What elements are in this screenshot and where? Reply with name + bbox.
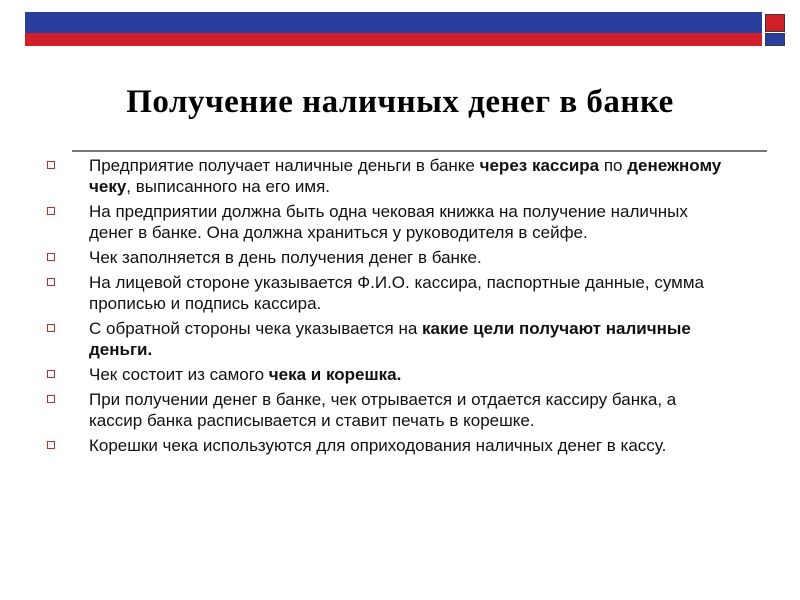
- title-divider: [72, 150, 767, 152]
- hollow-square-icon: [47, 278, 55, 286]
- bullet-list: [44, 155, 734, 460]
- bullet-item: С обратной стороны чека указывается на какие цели получают наличные деньги.: [44, 318, 734, 360]
- slide-title: Получение наличных денег в банке: [126, 84, 674, 120]
- hollow-square-icon: [47, 395, 55, 403]
- bullet-item: На лицевой стороне указывается Ф.И.О. кассира, паспортные данные, сумма прописью и подпись кассира.: [44, 272, 734, 314]
- bullet-item: Предприятие получает наличные деньги в банке через кассира по денежному чеку, выписанного на его имя.: [44, 155, 734, 197]
- header-square-blue: [765, 33, 785, 46]
- bullet-item: Чек заполняется в день получения денег в банке.: [44, 247, 734, 268]
- hollow-square-icon: [47, 324, 55, 332]
- bullet-item: Корешки чека используются для оприходования наличных денег в кассу.: [44, 435, 734, 456]
- bullet-item: Чек состоит из самого чека и корешка.: [44, 364, 734, 385]
- header-bar-red: [25, 33, 762, 46]
- header-bar-blue: [25, 12, 762, 33]
- bullet-item: При получении денег в банке, чек отрывается и отдается кассиру банка, а кассир банка расписывается и ставит печать в корешке.: [44, 389, 734, 431]
- hollow-square-icon: [47, 441, 55, 449]
- hollow-square-icon: [47, 207, 55, 215]
- bullet-item: На предприятии должна быть одна чековая книжка на получение наличных денег в банке. Она должна храниться у руководителя в сейфе.: [44, 201, 734, 243]
- hollow-square-icon: [47, 253, 55, 261]
- header-square-red: [765, 14, 785, 32]
- hollow-square-icon: [47, 370, 55, 378]
- hollow-square-icon: [47, 161, 55, 169]
